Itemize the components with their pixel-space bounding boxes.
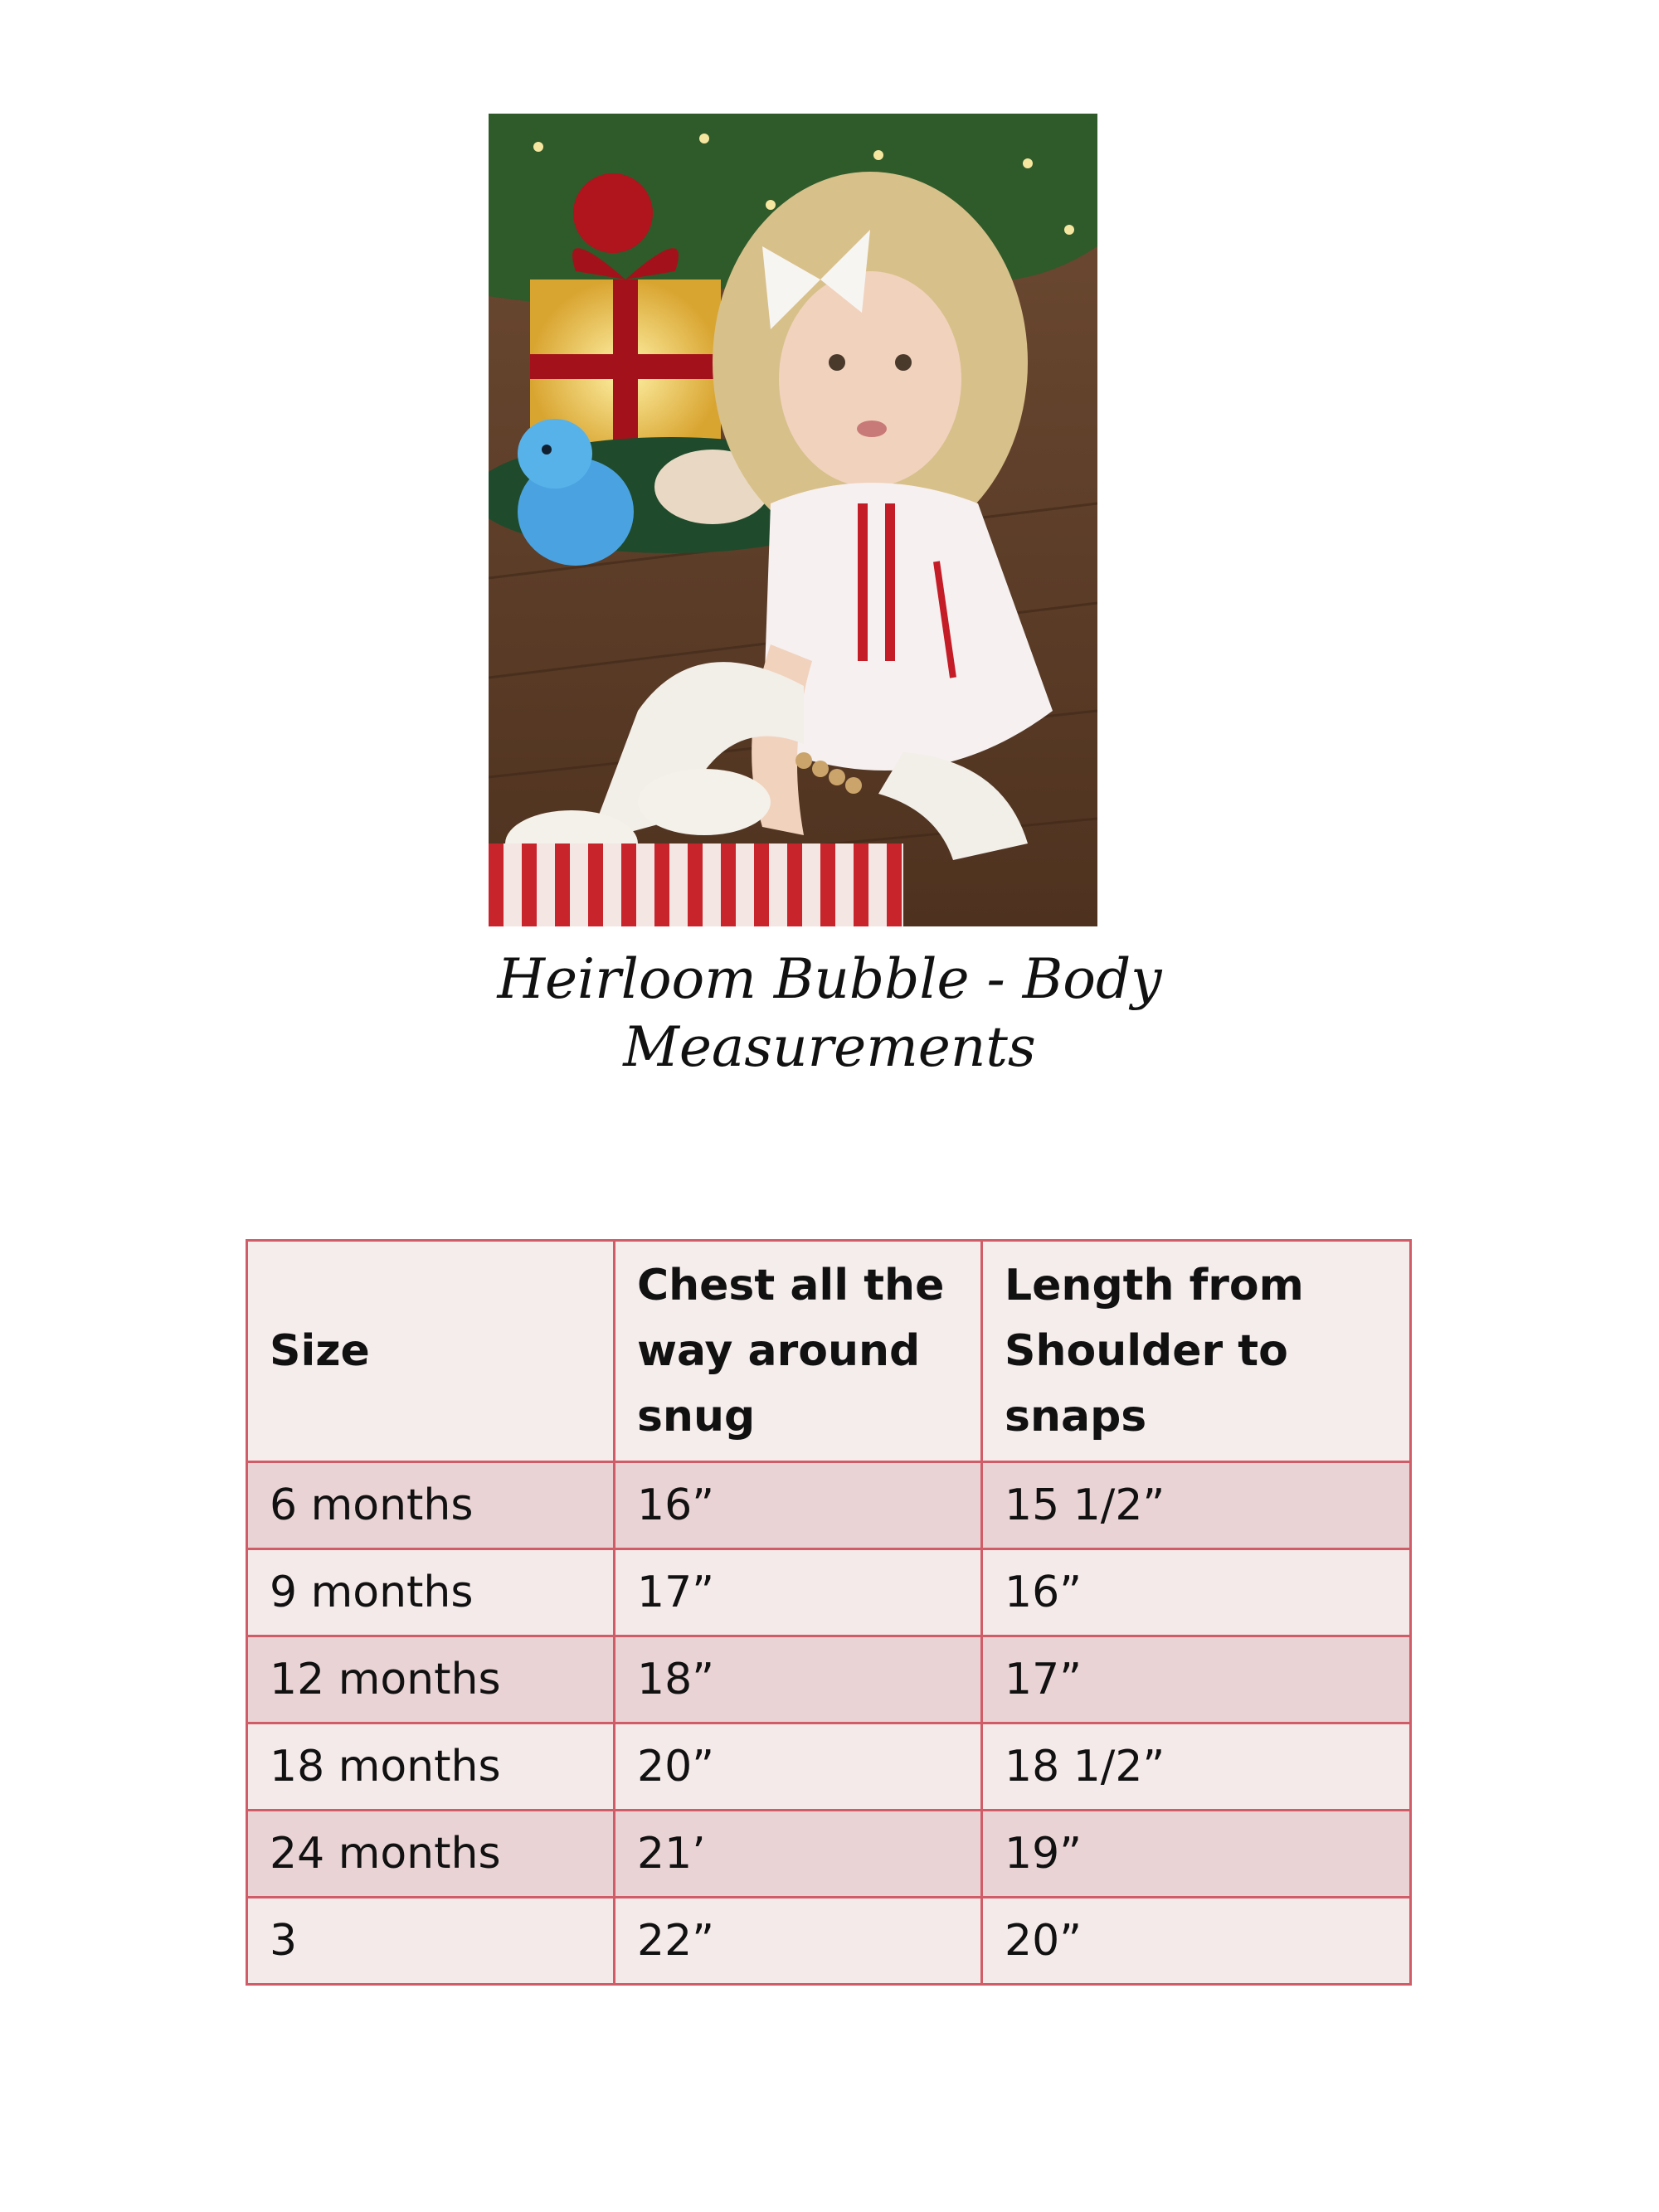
header-length-line: Shoulder to [1005, 1325, 1288, 1376]
header-size [247, 1241, 615, 1462]
size-cell: 24 months [247, 1811, 615, 1898]
page-title-line-1: Heirloom Bubble - Body [497, 947, 1162, 1011]
size-cell: 6 months [247, 1462, 615, 1549]
chest-cell: 21’ [614, 1811, 981, 1898]
header-size-line: Size [270, 1325, 370, 1376]
table-row [247, 1723, 1411, 1811]
page-title-line-2: Measurements [623, 1015, 1036, 1079]
chest-cell: 20” [614, 1723, 981, 1811]
photo-girl-christmas-icon [489, 114, 1097, 926]
measurements-table [246, 1239, 1412, 1986]
length-cell: 16” [982, 1549, 1411, 1636]
page-title [373, 946, 1286, 1082]
header-length-line: snaps [1005, 1391, 1147, 1441]
chest-cell: 18” [614, 1636, 981, 1723]
size-cell: 18 months [247, 1723, 615, 1811]
table-row [247, 1636, 1411, 1723]
table-header-row [247, 1241, 1411, 1462]
header-chest [614, 1241, 981, 1462]
size-cell: 9 months [247, 1549, 615, 1636]
chest-cell: 16” [614, 1462, 981, 1549]
table-row [247, 1898, 1411, 1985]
length-cell: 19” [982, 1811, 1411, 1898]
chest-cell: 17” [614, 1549, 981, 1636]
table-row [247, 1811, 1411, 1898]
table-row [247, 1462, 1411, 1549]
header-length [982, 1241, 1411, 1462]
length-cell: 20” [982, 1898, 1411, 1985]
table-row [247, 1549, 1411, 1636]
size-cell: 3 [247, 1898, 615, 1985]
header-chest-line: Chest all the [636, 1260, 945, 1310]
size-cell: 12 months [247, 1636, 615, 1723]
header-chest-line: snug [636, 1391, 756, 1441]
chest-cell: 22” [614, 1898, 981, 1985]
product-photo [489, 114, 1097, 926]
length-cell: 17” [982, 1636, 1411, 1723]
length-cell: 18 1/2” [982, 1723, 1411, 1811]
header-length-line: Length from [1005, 1260, 1304, 1310]
length-cell: 15 1/2” [982, 1462, 1411, 1549]
header-chest-line: way around [636, 1325, 921, 1376]
